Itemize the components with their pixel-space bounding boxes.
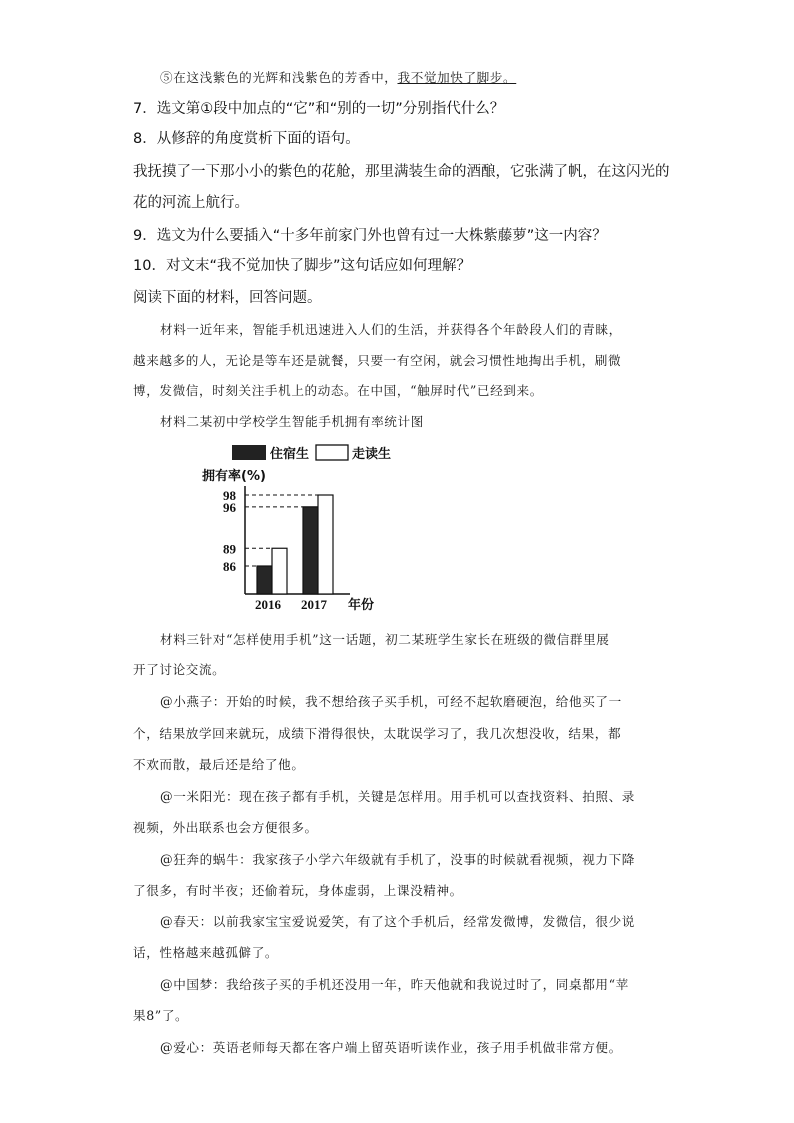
y-tick-label: 89 <box>223 541 236 557</box>
text-line <box>160 67 516 86</box>
sentence-part: ⑤在这浅紫色的光辉和浅紫色的芳香中， <box>160 70 398 85</box>
x-tick-label: 2016 <box>255 597 281 612</box>
comment-5: @中国梦：我给孩子买的手机还没用一年，昨天他就和我说过时了，同桌都用“苹 <box>160 977 629 992</box>
comment-3-line: 了很多，有时半夜；还偷着玩，身体虚弱，上课没精神。 <box>133 883 463 898</box>
comment-1: @小燕子：开始的时候，我不想给孩子买手机，可经不起软磨硬泡，给他买了一 <box>160 694 622 709</box>
comment-2-line: 视频，外出联系也会方便很多。 <box>133 820 318 835</box>
legend-swatch-white <box>316 445 348 460</box>
y-tick-label: 98 <box>223 488 236 503</box>
text-line: 花的河流上航行。 <box>133 195 249 211</box>
bar-2016-住宿生 <box>257 566 272 594</box>
material-2-caption: 材料二某初中学校学生智能手机拥有率统计图 <box>160 414 424 429</box>
material-3: 材料三针对“怎样使用手机”这一话题，初二某班学生家长在班级的微信群里展 <box>160 632 610 647</box>
question-9: 9．选文为什么要插入“十多年前家门外也曾有过一大株紫藤萝”这一内容？ <box>133 228 607 244</box>
question-8: 8．从修辞的角度赏析下面的语句。 <box>133 131 360 147</box>
bar-2017-走读生 <box>318 495 333 594</box>
comment-1-line: 个，结果放学回来就玩，成绩下滑得很快，太耽误学习了，我几次想没收，结果，都 <box>133 726 622 741</box>
instruction: 阅读下面的材料，回答问题。 <box>133 290 322 306</box>
material-3-line: 开了讨论交流。 <box>133 662 226 677</box>
comment-6: @爱心：英语老师每天都在客户端上留英语听读作业，孩子用手机做非常方便。 <box>160 1040 622 1055</box>
bar-2016-走读生 <box>272 548 287 594</box>
legend-label: 住宿生 <box>270 447 310 462</box>
comment-4: @春天：以前我家宝宝爱说爱笑，有了这个手机后，经常发微博，发微信，很少说 <box>160 914 635 929</box>
x-tick-label: 2017 <box>301 597 327 612</box>
ownership-bar-chart <box>200 438 410 613</box>
question-7: 7．选文第①段中加点的“它”和“别的一切”分别指代什么？ <box>133 101 505 117</box>
text-line: 我抚摸了一下那小小的紫色的花舱，那里满装生命的酒酿，它张满了帆，在这闪光的 <box>133 164 670 180</box>
y-tick-label: 96 <box>223 499 236 515</box>
underlined-sentence: 我不觉加快了脚步。 <box>397 70 517 85</box>
comment-1-line: 不欢而散，最后还是给了他。 <box>133 757 305 772</box>
comment-5-line: 果8”了。 <box>133 1008 189 1023</box>
y-tick-label: 86 <box>223 559 236 574</box>
question-10: 10．对文末“我不觉加快了脚步”这句话应如何理解？ <box>133 258 471 274</box>
material-1-line: 博，发微信，时刻关注手机上的动态。在中国，“触屏时代”已经到来。 <box>133 383 543 398</box>
x-axis-label: 年份 <box>348 598 375 613</box>
comment-4-line: 话，性格越来越孤僻了。 <box>133 945 279 960</box>
comment-2: @一米阳光：现在孩子都有手机，关键是怎样用。用手机可以查找资料、拍照、录 <box>160 789 635 804</box>
legend-label: 走读生 <box>352 447 392 462</box>
legend-swatch-dark <box>232 445 266 460</box>
comment-3: @狂奔的蜗牛：我家孩子小学六年级就有手机了，没事的时候就看视频，视力下降 <box>160 852 635 867</box>
material-1: 材料一近年来，智能手机迅速进入人们的生活，并获得各个年龄段人们的青睐， <box>160 322 622 337</box>
material-1-line: 越来越多的人，无论是等车还是就餐，只要一有空闲，就会习惯性地掏出手机，刷微 <box>133 353 622 368</box>
bar-2017-住宿生 <box>303 507 318 594</box>
y-axis-label: 拥有率(%) <box>202 469 266 484</box>
